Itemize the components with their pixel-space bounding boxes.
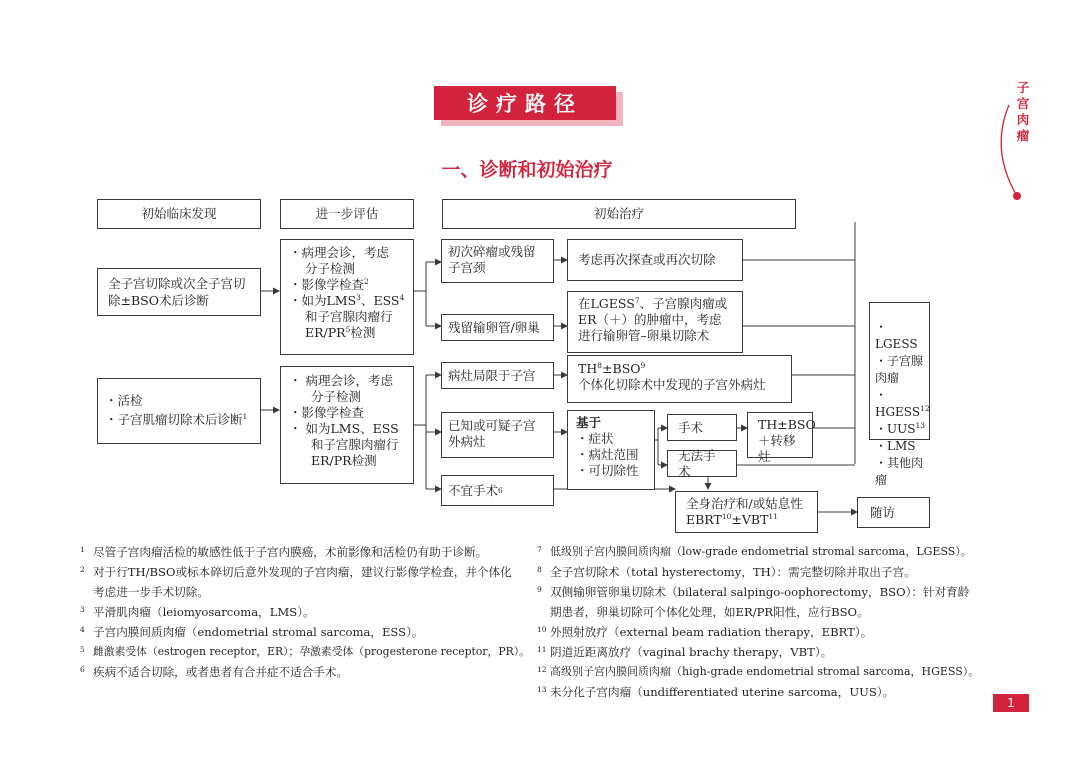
footnotes-left [80, 542, 530, 682]
treatment-systemic: 全身治疗和/或姑息性$EBRT^{10}\pm VBT^{11}$ [675, 491, 818, 533]
treatment-unfit-surgery: 不宜手术 6 [441, 475, 554, 506]
column-header-further-evaluation: 进一步评估 [280, 199, 414, 229]
page-subtitle: 一、诊断和初始治疗 [441, 159, 613, 181]
treatment-th-bso-metastasis: TH±BSO＋转移灶 [747, 412, 813, 458]
evaluation-box-1: ・病理会诊，考虑 分子检测 ・影像学检查$^2$ ・如为LMS$^3$、ESS$^4$ 和子宫腺肉瘤行 $ER/PR^5$检测 [280, 239, 414, 355]
sarcoma-types: ・LGESS ・子宫腺肉瘤 ・HGESS$^{12}$ ・UUS$^{13}$ ・LMS ・其他肉瘤 [869, 302, 930, 440]
treatment-based-on: 基于 ・症状 ・病灶范围 ・可切除性 [567, 410, 655, 490]
footnote: 13 未分化子宫肉瘤（undifferentiated uterine sarcoma，UUS）。 [537, 685, 895, 699]
treatment-residual-adnexa: 残留输卵管/卵巢 [441, 314, 554, 341]
footnote: 10 外照射放疗（external beam radiation therapy，EBRT）。 [537, 625, 873, 639]
footnote: 7 低级别子宫内膜间质肉瘤（low-grade endometrial stromal sarcoma，LGESS）。 [537, 545, 972, 558]
treatment-inoperable: 无法手术 [667, 450, 737, 477]
treatment-confined-uterus: 病灶局限于子宫 [441, 362, 554, 389]
finding-post-hysterectomy: 全子宫切除或次全子宫切除±BSO术后诊断 [97, 268, 261, 316]
footnote: 11 阴道近距离放疗（vaginal brachy therapy，VBT）。 [537, 645, 833, 659]
page-number: 1 [993, 694, 1029, 712]
footnote: 8 全子宫切除术（total hysterectomy，TH）：需完整切除并取出子宫。 [537, 565, 916, 579]
treatment-followup: 随访 [857, 497, 930, 528]
footnote: 3 平滑肌肉瘤（leiomyosarcoma，LMS）。 [80, 605, 315, 619]
footnote: 2 对于行TH/BSO或标本碎切后意外发现的子宫肉瘤，建议行影像学检查，并个体化考虑进一步手术切除。 [80, 565, 512, 599]
treatment-lgess-salpingo: 在LGESS$^7$、子宫腺肉瘤或ER（＋）的肿瘤中，考虑进行输卵管–卵巢切除术 [567, 291, 743, 353]
side-label: 子 宫 肉 瘤 [1016, 80, 1030, 143]
footnote: 4 子宫内膜间质肉瘤（endometrial stromal sarcoma，ESS）。 [80, 625, 424, 639]
column-header-initial-findings: 初始临床发现 [97, 199, 261, 229]
treatment-fragmentation: 初次碎瘤或残留子宫颈 [441, 239, 554, 283]
treatment-th-bso: $TH^8\pm BSO^9$ 个体化切除术中发现的子宫外病灶 [567, 355, 792, 403]
footnote: 12 高级别子宫内膜间质肉瘤（high-grade endometrial stromal sarcoma，HGESS）。 [537, 665, 980, 678]
evaluation-box-2: ・ 病理会诊，考虑 分子检测 ・影像学检查 ・ 如为LMS、ESS 和子宫腺肉瘤行 ER/PR检测 [280, 366, 414, 484]
treatment-surgery: 手术 [667, 414, 737, 441]
treatment-extrauterine: 已知或可疑子宫外病灶 [441, 412, 554, 458]
footnote: 9 双侧输卵管卵巢切除术（bilateral salpingo-oophorectomy，BSO）：针对育龄期患者，卵巢切除可个体化处理，如ER/PR阳性，应行BSO。 [537, 585, 970, 619]
footnote: 6 疾病不适合切除，或者患者有合并症不适合手术。 [80, 665, 349, 679]
treatment-reexplore: 考虑再次探查或再次切除 [567, 239, 743, 281]
section-banner: 诊疗路径 [434, 86, 616, 120]
column-header-initial-treatment: 初始治疗 [442, 199, 796, 229]
finding-biopsy-myomectomy: ・活检 ・子宫肌瘤切除术后诊断$^1$ [97, 378, 261, 444]
footnote: 1 尽管子宫肉瘤活检的敏感性低于子宫内膜癌，术前影像和活检仍有助于诊断。 [80, 545, 488, 559]
footnotes-right [537, 542, 980, 702]
footnote: 5 雌激素受体（estrogen receptor，ER）；孕激素受体（progesterone receptor，PR）。 [80, 645, 530, 658]
